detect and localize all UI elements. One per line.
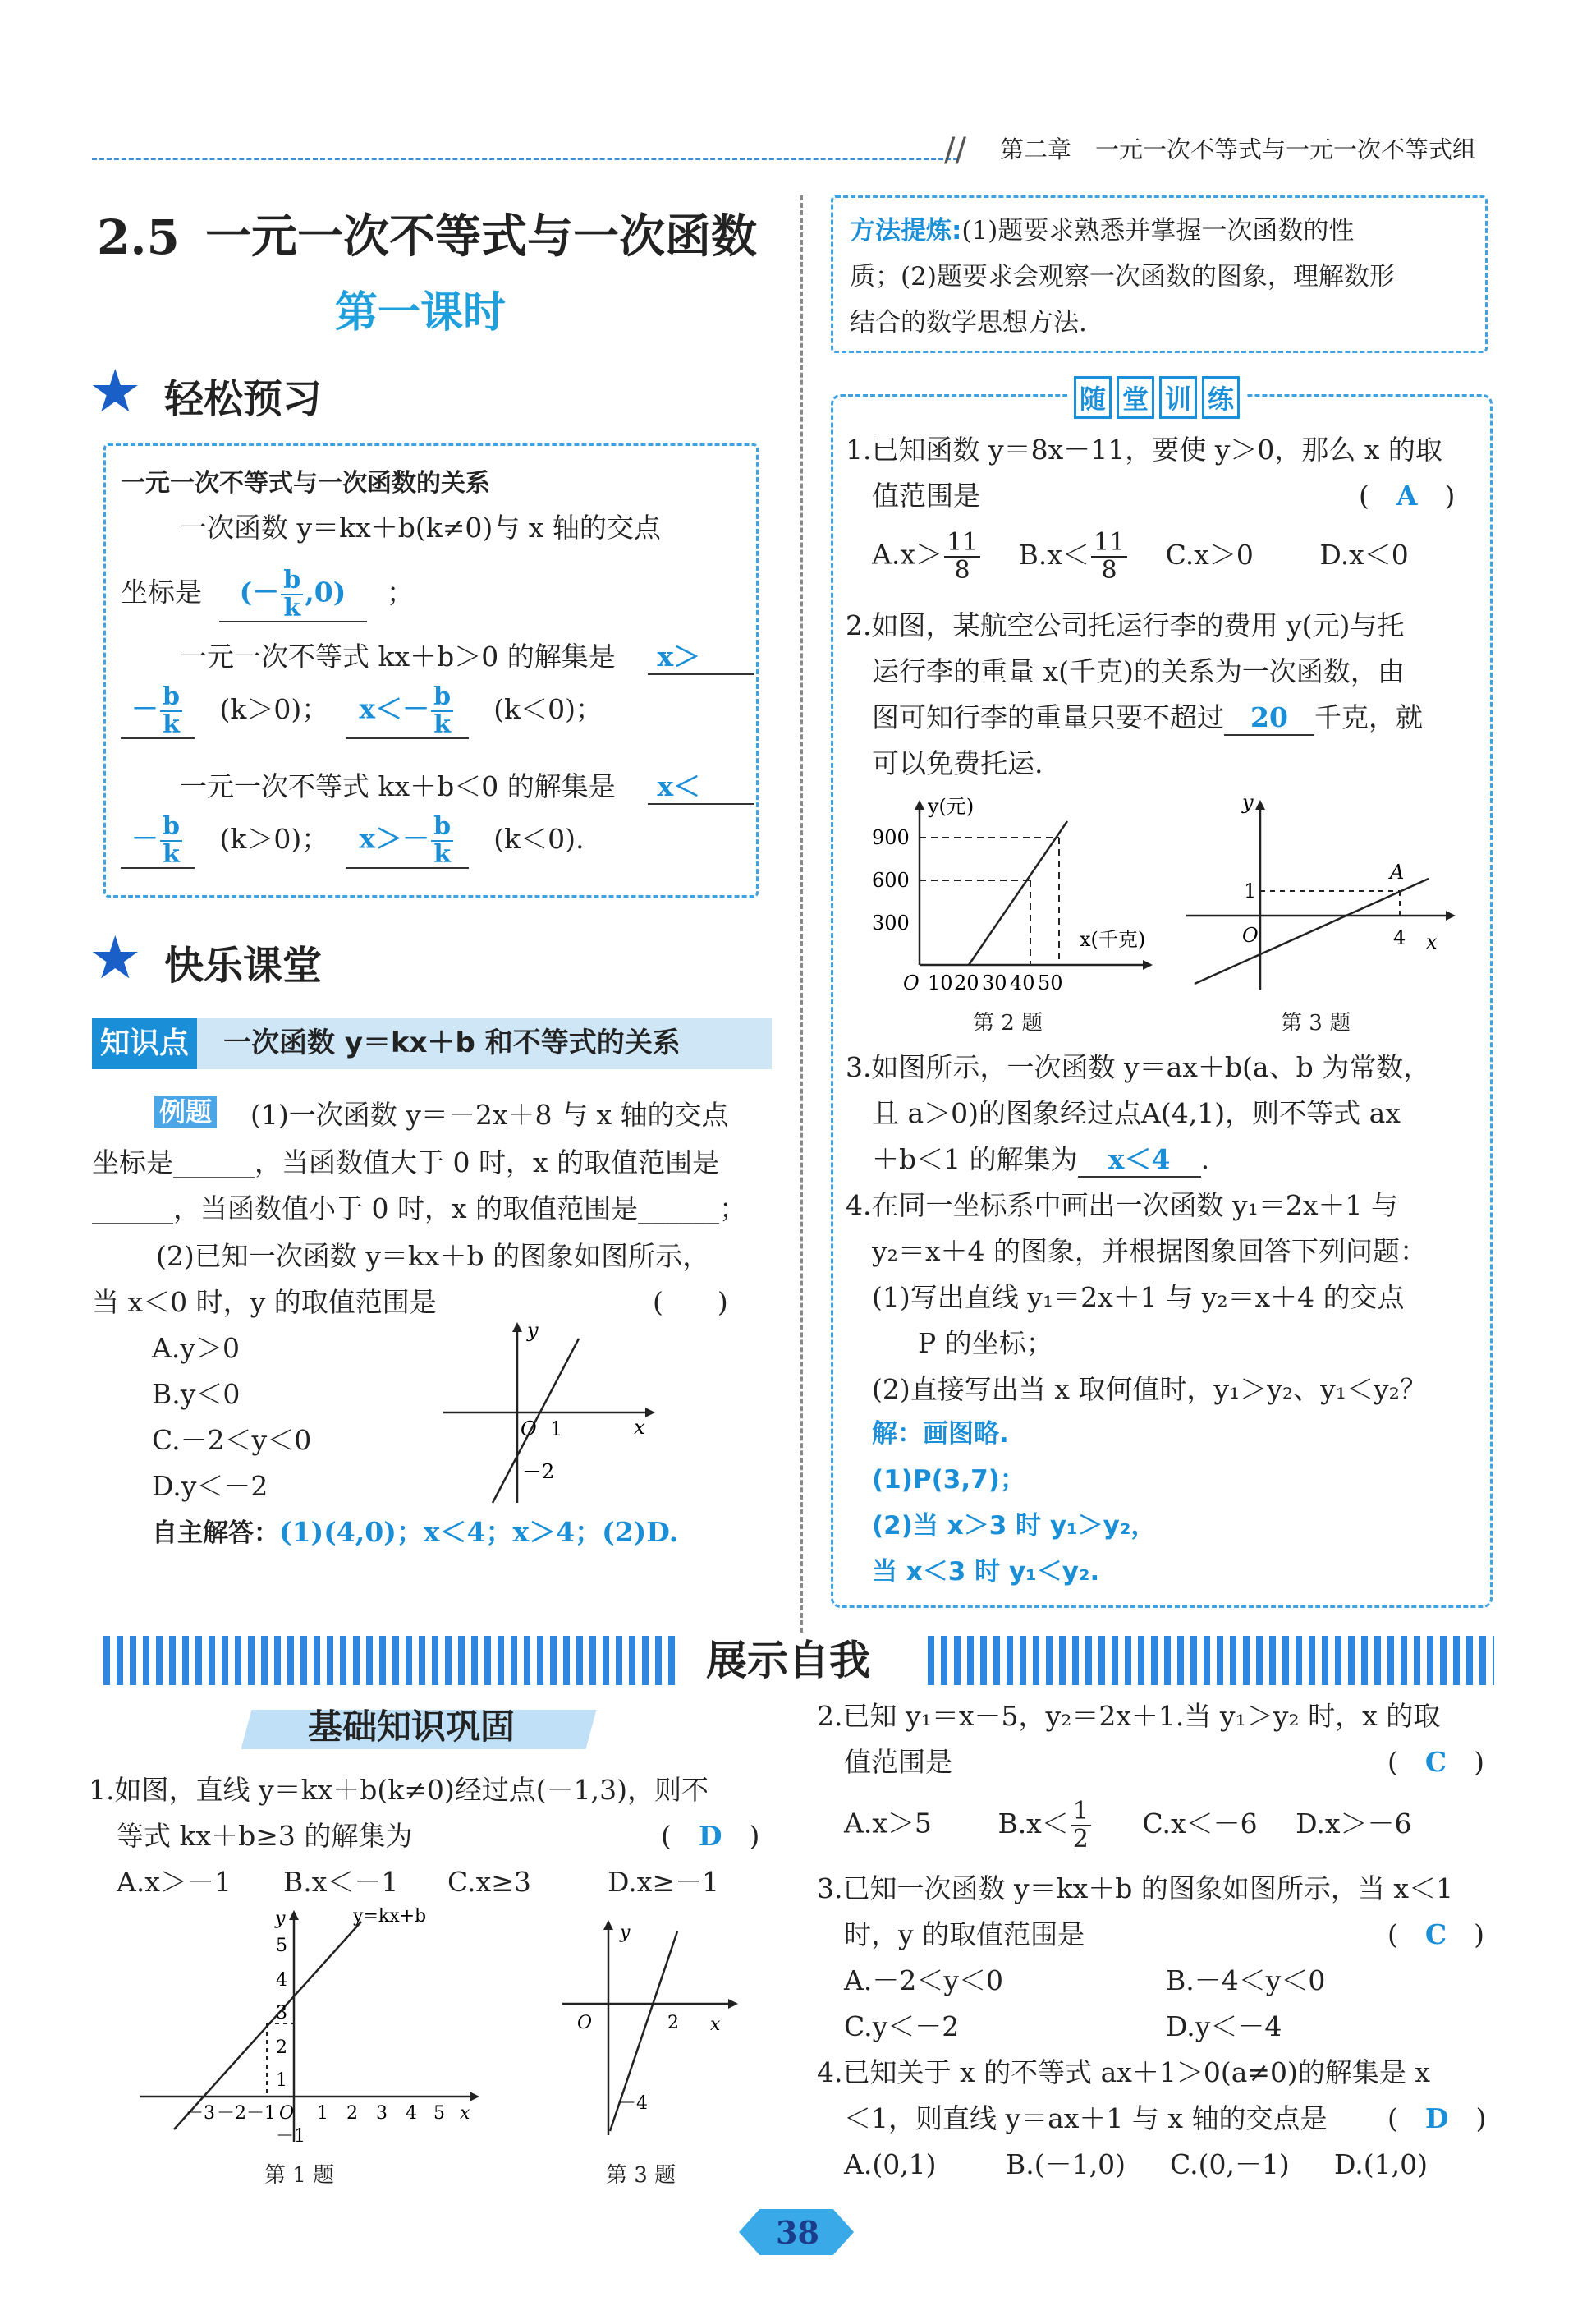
kp-tag: 知识点 xyxy=(92,1018,197,1069)
header-rule xyxy=(92,158,958,160)
show-q2-paren: ( C ) xyxy=(1387,1746,1485,1778)
graph2-xtick-20: 20 xyxy=(954,971,979,994)
example-graph-one: 1 xyxy=(550,1417,563,1440)
show-q4-line-2: ＜1，则直线 y＝ax＋1 与 x 轴的交点是 xyxy=(844,2102,1328,2134)
training-q2-line-1: 2.如图，某航空公司托运行李的费用 y(元)与托 xyxy=(846,609,1405,641)
graph3-point-a: A xyxy=(1390,861,1405,884)
show-q1-paren: ( D ) xyxy=(661,1820,760,1852)
knowledge-point-bar xyxy=(92,1018,772,1069)
graph-q1-x5: 5 xyxy=(433,2103,445,2124)
training-q1-line-2: 值范围是 xyxy=(872,480,980,512)
method-line-2: 质；(2)题要求会观察一次函数的图象，理解数形 xyxy=(850,262,1395,292)
show-q3-line-1: 3.已知一次函数 y＝kx＋b 的图象如图所示，当 x＜1 xyxy=(817,1872,1453,1904)
graph3-x: x xyxy=(1426,930,1438,953)
example-option-d: D.y＜－2 xyxy=(152,1470,268,1502)
show-q1-line-1: 1.如图，直线 y＝kx＋b(k≠0)经过点(－1,3)，则不 xyxy=(89,1774,709,1806)
lesson-title: 第一课时 xyxy=(335,288,507,338)
preview-line-4: － $\frac{b}{k}$ (k＞0)； x＜－ $\frac{b}{k}$ (k＜0)； xyxy=(121,684,603,739)
show-q3-line-2: 时，y 的取值范围是 xyxy=(844,1918,1085,1950)
show-q3-option-b: B.－4＜y＜0 xyxy=(1166,1964,1326,1996)
training-title: 随 堂 训 练 xyxy=(1067,376,1246,419)
star-icon: ★ xyxy=(89,356,142,425)
graph2-xtick-50: 50 xyxy=(1038,971,1063,994)
example-tag: 例题 xyxy=(154,1096,217,1128)
show-q3-option-c: C.y＜－2 xyxy=(844,2010,960,2042)
show-q4-option-a: A.(0,1) xyxy=(844,2148,937,2180)
preview-line-6: － $\frac{b}{k}$ (k＞0)； x＞－ $\frac{b}{k}$ (k＜0). xyxy=(121,814,584,869)
training-q2-line-4: 可以免费托运. xyxy=(872,747,1043,779)
preview-answer-3: x＞ xyxy=(648,641,754,675)
banner-stripes-left xyxy=(103,1636,678,1685)
show-q2-options: A.x＞5 B.x＜ $\frac{1}{2}$ C.x＜－6 D.x＞－6 xyxy=(844,1797,1412,1853)
graph-q1-y4: 4 xyxy=(276,1970,287,1991)
graph-q1-xm3: －3 xyxy=(186,2103,215,2124)
show-q2-line-2: 值范围是 xyxy=(844,1746,952,1778)
page-number: 38 xyxy=(776,2214,819,2251)
graph2-xtick-40: 40 xyxy=(1010,971,1035,994)
method-line-1: 方法提炼:(1)题要求熟悉并掌握一次函数的性 xyxy=(850,216,1355,246)
training-q3-line-2: 且 a＞0)的图象经过点A(4,1)，则不等式 ax xyxy=(872,1097,1401,1129)
training-q4-answer-3: (2)当 x＞3 时 y₁＞y₂， xyxy=(872,1511,1157,1541)
graph-q1-xm1: －1 xyxy=(246,2103,276,2124)
graph2-xtick-30: 30 xyxy=(982,971,1007,994)
graph-q1-y: y xyxy=(275,1908,286,1929)
training-q2-line-2: 运行李的重量 x(千克)的关系为一次函数，由 xyxy=(872,655,1405,687)
show-q3-paren: ( C ) xyxy=(1387,1918,1485,1950)
preview-line-1: 一次函数 y＝kx＋b(k≠0)与 x 轴的交点 xyxy=(180,512,661,544)
training-q4-line-3: (1)写出直线 y₁＝2x＋1 与 y₂＝x＋4 的交点 xyxy=(872,1281,1405,1313)
show-q4-option-c: C.(0,－1) xyxy=(1170,2148,1290,2180)
preview-line-5: 一元一次不等式 kx＋b＜0 的解集是 xyxy=(180,770,616,802)
graph-q3-y: y xyxy=(620,1922,631,1943)
example-line-5: 当 x＜0 时，y 的取值范围是 xyxy=(92,1286,437,1318)
example-line-1: (1)一次函数 y＝－2x＋8 与 x 轴的交点 xyxy=(250,1099,729,1131)
column-divider xyxy=(800,195,803,1633)
section-number: 2.5 xyxy=(97,209,180,265)
graph-q1-y3: 3 xyxy=(276,2003,287,2023)
training-q1-line-1: 1.已知函数 y＝8x－11，要使 y＞0，那么 x 的取 xyxy=(846,434,1442,466)
graph-q1-y1: 1 xyxy=(276,2070,287,2091)
preview-heading: 轻松预习 xyxy=(164,376,323,422)
preview-line-3: 一元一次不等式 kx＋b＞0 的解集是 xyxy=(180,641,616,673)
answer-label: 自主解答：(1)(4,0)；x＜4；x＞4；(2)D. xyxy=(152,1516,679,1548)
training-q3-answer: x＜4 xyxy=(1078,1143,1201,1178)
graph-q1-x4: 4 xyxy=(406,2103,417,2124)
preview-answer-intercept: (－ $\frac{b}{k}$ ,0) xyxy=(219,567,367,622)
show-q1-graph xyxy=(131,1904,484,2150)
graph2-caption: 第 2 题 xyxy=(973,1011,1043,1036)
graph2-tick-900: 900 xyxy=(872,826,910,849)
graph-q1-x: x xyxy=(460,2103,470,2124)
graph3-origin: O xyxy=(1242,924,1259,947)
method-box xyxy=(831,195,1488,353)
show-q3-option-d: D.y＜－4 xyxy=(1166,2010,1282,2042)
graph2-xlabel: x(千克) xyxy=(1080,928,1146,951)
show-q1-option-b: B.x＜－1 xyxy=(283,1866,399,1898)
kp-title: 一次函数 y＝kx＋b 和不等式的关系 xyxy=(223,1027,681,1059)
luggage-cost-graph xyxy=(862,788,1174,1010)
preview-line-2-pre: 坐标是 xyxy=(121,576,202,609)
example-option-a: A.y＞0 xyxy=(152,1332,240,1364)
example-graph xyxy=(435,1314,665,1511)
chapter-header: 第二章 一元一次不等式与一元一次不等式组 xyxy=(1000,136,1477,163)
banner-title: 展示自我 xyxy=(706,1637,870,1684)
preview-box-title: 一元一次不等式与一次函数的关系 xyxy=(121,469,490,498)
show-q3-graph xyxy=(546,1913,743,2143)
training-q1-options: A.x＞ $\frac{11}{8}$ B.x＜ $\frac{11}{8}$ C.x＞0 D.x＜0 xyxy=(872,528,1409,585)
method-line-3: 结合的数学思想方法. xyxy=(850,308,1087,338)
show-q1-option-c: C.x≥3 xyxy=(447,1866,531,1898)
example-paren: ( ) xyxy=(653,1286,728,1318)
graph-q1-ym1: －1 xyxy=(276,2126,305,2147)
classroom-heading: 快乐课堂 xyxy=(164,943,323,989)
banner-stripes-right xyxy=(928,1636,1494,1685)
show-q4-option-b: B.(－1,0) xyxy=(1006,2148,1126,2180)
training-q1-paren: ( A ) xyxy=(1359,480,1456,512)
training-q3-line-1: 3.如图所示，一次函数 y＝ax＋b(a、b 为常数， xyxy=(846,1051,1431,1083)
example-option-b: B.y＜0 xyxy=(152,1378,241,1410)
example-option-c: C.－2＜y＜0 xyxy=(152,1424,312,1456)
show-q1-option-a: A.x＞－1 xyxy=(117,1866,232,1898)
training-q2-answer: 20 xyxy=(1224,701,1314,736)
show-q1-option-d: D.x≥－1 xyxy=(608,1866,720,1898)
preview-box xyxy=(103,443,759,898)
training-q4-answer-2: (1)P(3,7)； xyxy=(872,1465,1025,1495)
graph3-four: 4 xyxy=(1393,926,1406,949)
section-title: 一元一次不等式与一次函数 xyxy=(205,210,757,264)
graph-q1-x3: 3 xyxy=(376,2103,388,2124)
example-graph-x: x xyxy=(634,1416,645,1439)
training-q4-line-2: y₂＝x＋4 的图象，并根据图象回答下列问题： xyxy=(872,1235,1427,1267)
training-q4-answer-1: 解：画图略. xyxy=(872,1419,1009,1449)
header-slash: // xyxy=(944,131,966,169)
graph2-tick-600: 600 xyxy=(872,869,910,892)
show-q2-line-1: 2.已知 y₁＝x－5，y₂＝2x＋1.当 y₁＞y₂ 时，x 的取 xyxy=(817,1700,1441,1732)
show-q4-paren: ( D ) xyxy=(1387,2102,1487,2134)
show-graph3-caption: 第 3 题 xyxy=(606,2163,676,2188)
training-q4-line-1: 4.在同一坐标系中画出一次函数 y₁＝2x＋1 与 xyxy=(846,1189,1398,1221)
graph3-one: 1 xyxy=(1244,880,1257,903)
training-q4-line-4: P 的坐标； xyxy=(918,1327,1053,1359)
example-line-4: (2)已知一次函数 y＝kx＋b 的图象如图所示， xyxy=(156,1240,710,1272)
show-graph1-caption: 第 1 题 xyxy=(264,2163,335,2188)
preview-line-2: 坐标是 (－ $\frac{b}{k}$ ,0) ； xyxy=(121,566,414,622)
graph-q3-x: x xyxy=(710,2014,721,2035)
example-line-3: ______，当函数值小于 0 时，x 的取值范围是______； xyxy=(92,1192,747,1224)
graph-q1-eq: y=kx+b xyxy=(353,1906,427,1927)
example-graph-y: y xyxy=(527,1319,539,1342)
training-q4-answer-4: 当 x＜3 时 y₁＜y₂. xyxy=(872,1557,1100,1587)
graph-q1-y5: 5 xyxy=(276,1936,287,1956)
graph3-y: y xyxy=(1242,791,1254,814)
example-line-2: 坐标是______，当函数值大于 0 时，x 的取值范围是 xyxy=(92,1146,720,1178)
sub-heading: 基础知识巩固 xyxy=(308,1706,516,1747)
training-q2-line-3: 图可知行李的重量只要不超过 20 千克，就 xyxy=(872,701,1423,736)
show-q1-line-2: 等式 kx＋b≥3 的解集为 xyxy=(117,1820,413,1852)
training-q3-line-3: ＋b＜1 的解集为 x＜4 . xyxy=(872,1143,1209,1178)
graph2-tick-300: 300 xyxy=(872,912,910,935)
star-icon-2: ★ xyxy=(89,923,142,992)
graph-q1-origin: O xyxy=(279,2103,295,2124)
example-graph-origin: O xyxy=(521,1417,537,1440)
graph2-xtick-10: 10 xyxy=(928,971,953,994)
example-graph-m2: －2 xyxy=(522,1460,555,1483)
graph-q3-m4: －4 xyxy=(618,2093,648,2114)
show-q4-line-1: 4.已知关于 x 的不等式 ax＋1＞0(a≠0)的解集是 x xyxy=(817,2056,1431,2088)
graph-q1-xm2: －2 xyxy=(217,2103,246,2124)
graph-q1-x1: 1 xyxy=(317,2103,328,2124)
graph3-caption: 第 3 题 xyxy=(1281,1011,1351,1036)
graph-q3-two: 2 xyxy=(667,2013,679,2033)
show-q3-option-a: A.－2＜y＜0 xyxy=(844,1964,1003,1996)
show-q4-option-d: D.(1,0) xyxy=(1334,2148,1429,2180)
graph2-origin: O xyxy=(903,971,920,994)
graph2-ylabel: y(元) xyxy=(928,795,975,818)
example-answer: (1)(4,0)；x＜4；x＞4；(2)D. xyxy=(279,1516,679,1548)
training-q4-line-5: (2)直接写出当 x 取何值时，y₁＞y₂、y₁＜y₂？ xyxy=(872,1373,1427,1405)
graph-q1-y2: 2 xyxy=(276,2037,287,2058)
preview-answer-5: x＜ xyxy=(648,770,754,805)
graph-q1-x2: 2 xyxy=(346,2103,358,2124)
graph-q3-origin: O xyxy=(577,2013,593,2033)
training-q3-graph xyxy=(1178,788,1457,1002)
